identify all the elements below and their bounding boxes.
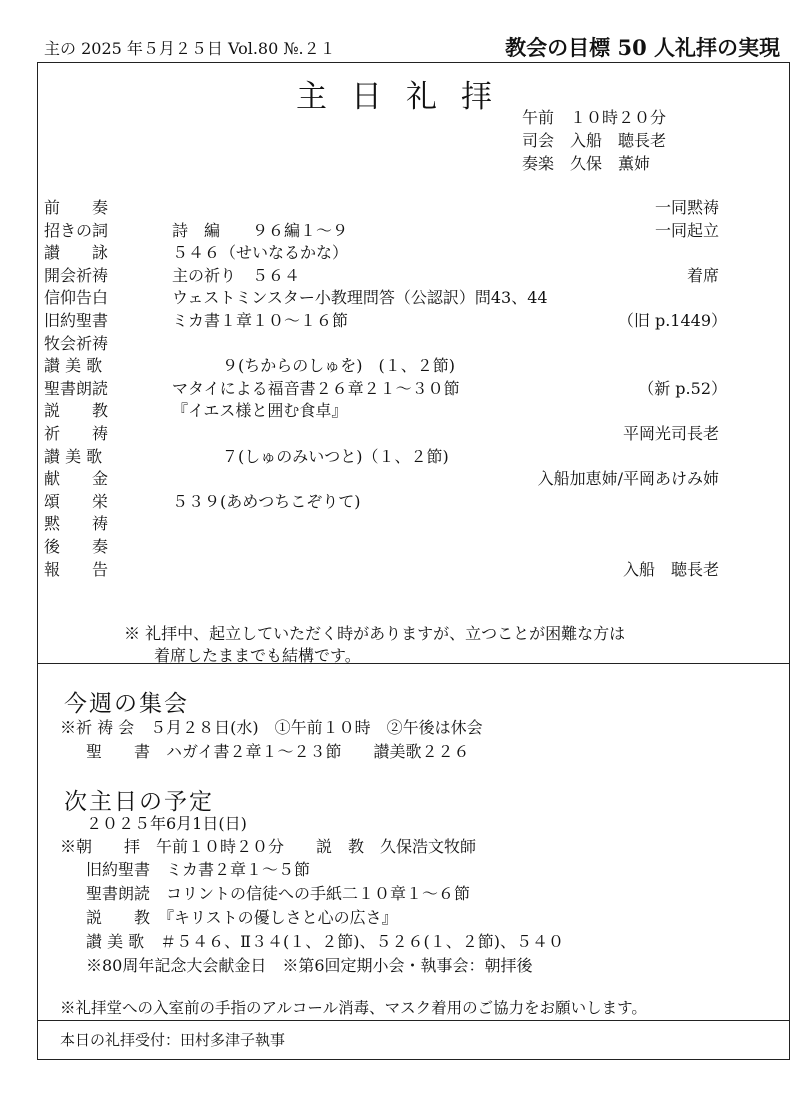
next-ot-reading: 旧約聖書 ミカ書２章１～５節 [86, 860, 311, 879]
order-item-content: 『イエス様と囲む食卓』 [172, 401, 348, 421]
order-item-content: ウェストミンスター小教理問答（公認訳）問43、44 [172, 288, 548, 308]
weekly-heading: 今週の集会 [64, 691, 189, 717]
hygiene-notice: ※礼拝堂への入室前の手指のアルコール消毒、マスク着用のご協力をお願いします。 [60, 999, 647, 1017]
next-bible-reading: 聖書朗読 コリントの信徒への手紙二１０章１～６節 [86, 884, 471, 903]
order-item-content: マタイによる福音書２６章２１～３０節 [172, 378, 460, 398]
service-time: 午前 １０時２０分 [522, 108, 667, 127]
order-item [38, 308, 789, 330]
next-sunday-heading: 次主日の予定 [64, 789, 214, 815]
next-hymns: 讃 美 歌 ＃５４６、Ⅱ３４(１、２節)、５２６(１、２節)、５４０ [86, 932, 565, 951]
church-goal: 教会の目標 50 人礼拝の実現 [505, 35, 780, 60]
next-worship: ※朝 拝 午前１０時２０分 説 教 久保浩文牧師 [60, 837, 477, 856]
order-item-label: 信仰告白 [44, 288, 109, 308]
order-item-right: 一同起立 [654, 220, 719, 240]
order-item-label: 讃 詠 [44, 243, 109, 263]
service-order-box [37, 62, 790, 664]
order-item-right: 入船加恵姉/平岡あけみ姉 [537, 469, 719, 489]
standing-note-line1: ※ 礼拝中、起立していただく時がありますが、立つことが困難な方は [124, 624, 626, 643]
order-item-right: （旧 p.1449） [617, 311, 727, 330]
order-item-label: 讃 美 歌 [44, 446, 103, 466]
order-item [38, 240, 789, 262]
order-item [38, 466, 789, 488]
order-item-label: 開会祈祷 [44, 265, 109, 285]
order-item-right: 入船 聴長老 [622, 559, 719, 579]
order-item-content: 主の祈り ５６４ [172, 265, 301, 285]
bulletin-header [44, 32, 784, 60]
order-item-label: 牧会祈祷 [44, 333, 109, 353]
order-item-label: 聖書朗読 [44, 378, 109, 398]
order-item-content: ５４６（せいなるかな） [172, 243, 349, 263]
order-item-label: 頌 栄 [44, 491, 109, 511]
order-item [38, 195, 789, 217]
order-item [38, 489, 789, 511]
order-item [38, 353, 789, 375]
order-item [38, 421, 789, 443]
service-title: 主日礼拝 [296, 79, 516, 115]
order-item [38, 398, 789, 420]
order-item-right: 着席 [686, 265, 719, 285]
order-item [38, 331, 789, 353]
order-item-content: 詩 編 ９６編１～９ [172, 220, 349, 240]
announcements-box [37, 663, 790, 1021]
order-item-label: 旧約聖書 [44, 311, 109, 330]
order-item-right: 平岡光司長老 [622, 424, 719, 443]
order-item [38, 376, 789, 398]
order-item [38, 285, 789, 307]
next-sermon: 説 教 『キリストの優しさと心の広さ』 [86, 908, 398, 927]
order-item-right: （新 p.52） [638, 378, 727, 398]
next-events: ※80周年記念大会献金日 ※第6回定期小会・執事会：朝拝後 [86, 956, 533, 975]
reception-box [37, 1020, 790, 1060]
order-item [38, 263, 789, 285]
order-item [38, 534, 789, 556]
service-presider: 司会 入船 聴長老 [522, 131, 667, 150]
prayer-meeting: ※祈 祷 会 ５月２８日(水) ①午前１０時 ②午後は休会 [60, 718, 483, 737]
order-item [38, 218, 789, 240]
next-sunday-date: ２０２５年6月1日(日) [86, 814, 247, 833]
order-item-label: 説 教 [44, 401, 109, 421]
prayer-meeting-bible: 聖 書 ハガイ書２章１～２３節 讃美歌２２６ [86, 742, 470, 761]
order-item-label: 前 奏 [44, 198, 109, 217]
standing-note-line2: 着席したままでも結構です。 [154, 646, 361, 665]
order-item-content: ９(ちからのしゅを) (１、２節) [222, 356, 455, 376]
reception-duty: 本日の礼拝受付：田村多津子執事 [60, 1031, 286, 1049]
order-item-label: 招きの詞 [44, 220, 109, 240]
order-item-label: 讃 美 歌 [44, 356, 103, 376]
order-item-label: 黙 祷 [44, 514, 109, 534]
order-item-label: 祈 祷 [44, 424, 109, 443]
service-music: 奏楽 久保 薫姉 [522, 154, 651, 173]
order-item-label: 後 奏 [44, 537, 109, 556]
order-item-content: ミカ書１章１０～１６節 [172, 311, 349, 330]
order-item [38, 511, 789, 533]
order-item [38, 557, 789, 579]
issue-info: 主の 2025 年５月２５日 Vol.80 №.２１ [44, 39, 336, 58]
order-item-content: ７(しゅのみいつと)（１、２節) [222, 446, 449, 466]
order-item [38, 444, 789, 466]
order-item-label: 献 金 [44, 469, 109, 489]
order-item-content: ５３９(あめつちこぞりて) [172, 491, 361, 511]
order-item-right: 一同黙祷 [654, 198, 719, 217]
order-item-label: 報 告 [44, 559, 109, 579]
